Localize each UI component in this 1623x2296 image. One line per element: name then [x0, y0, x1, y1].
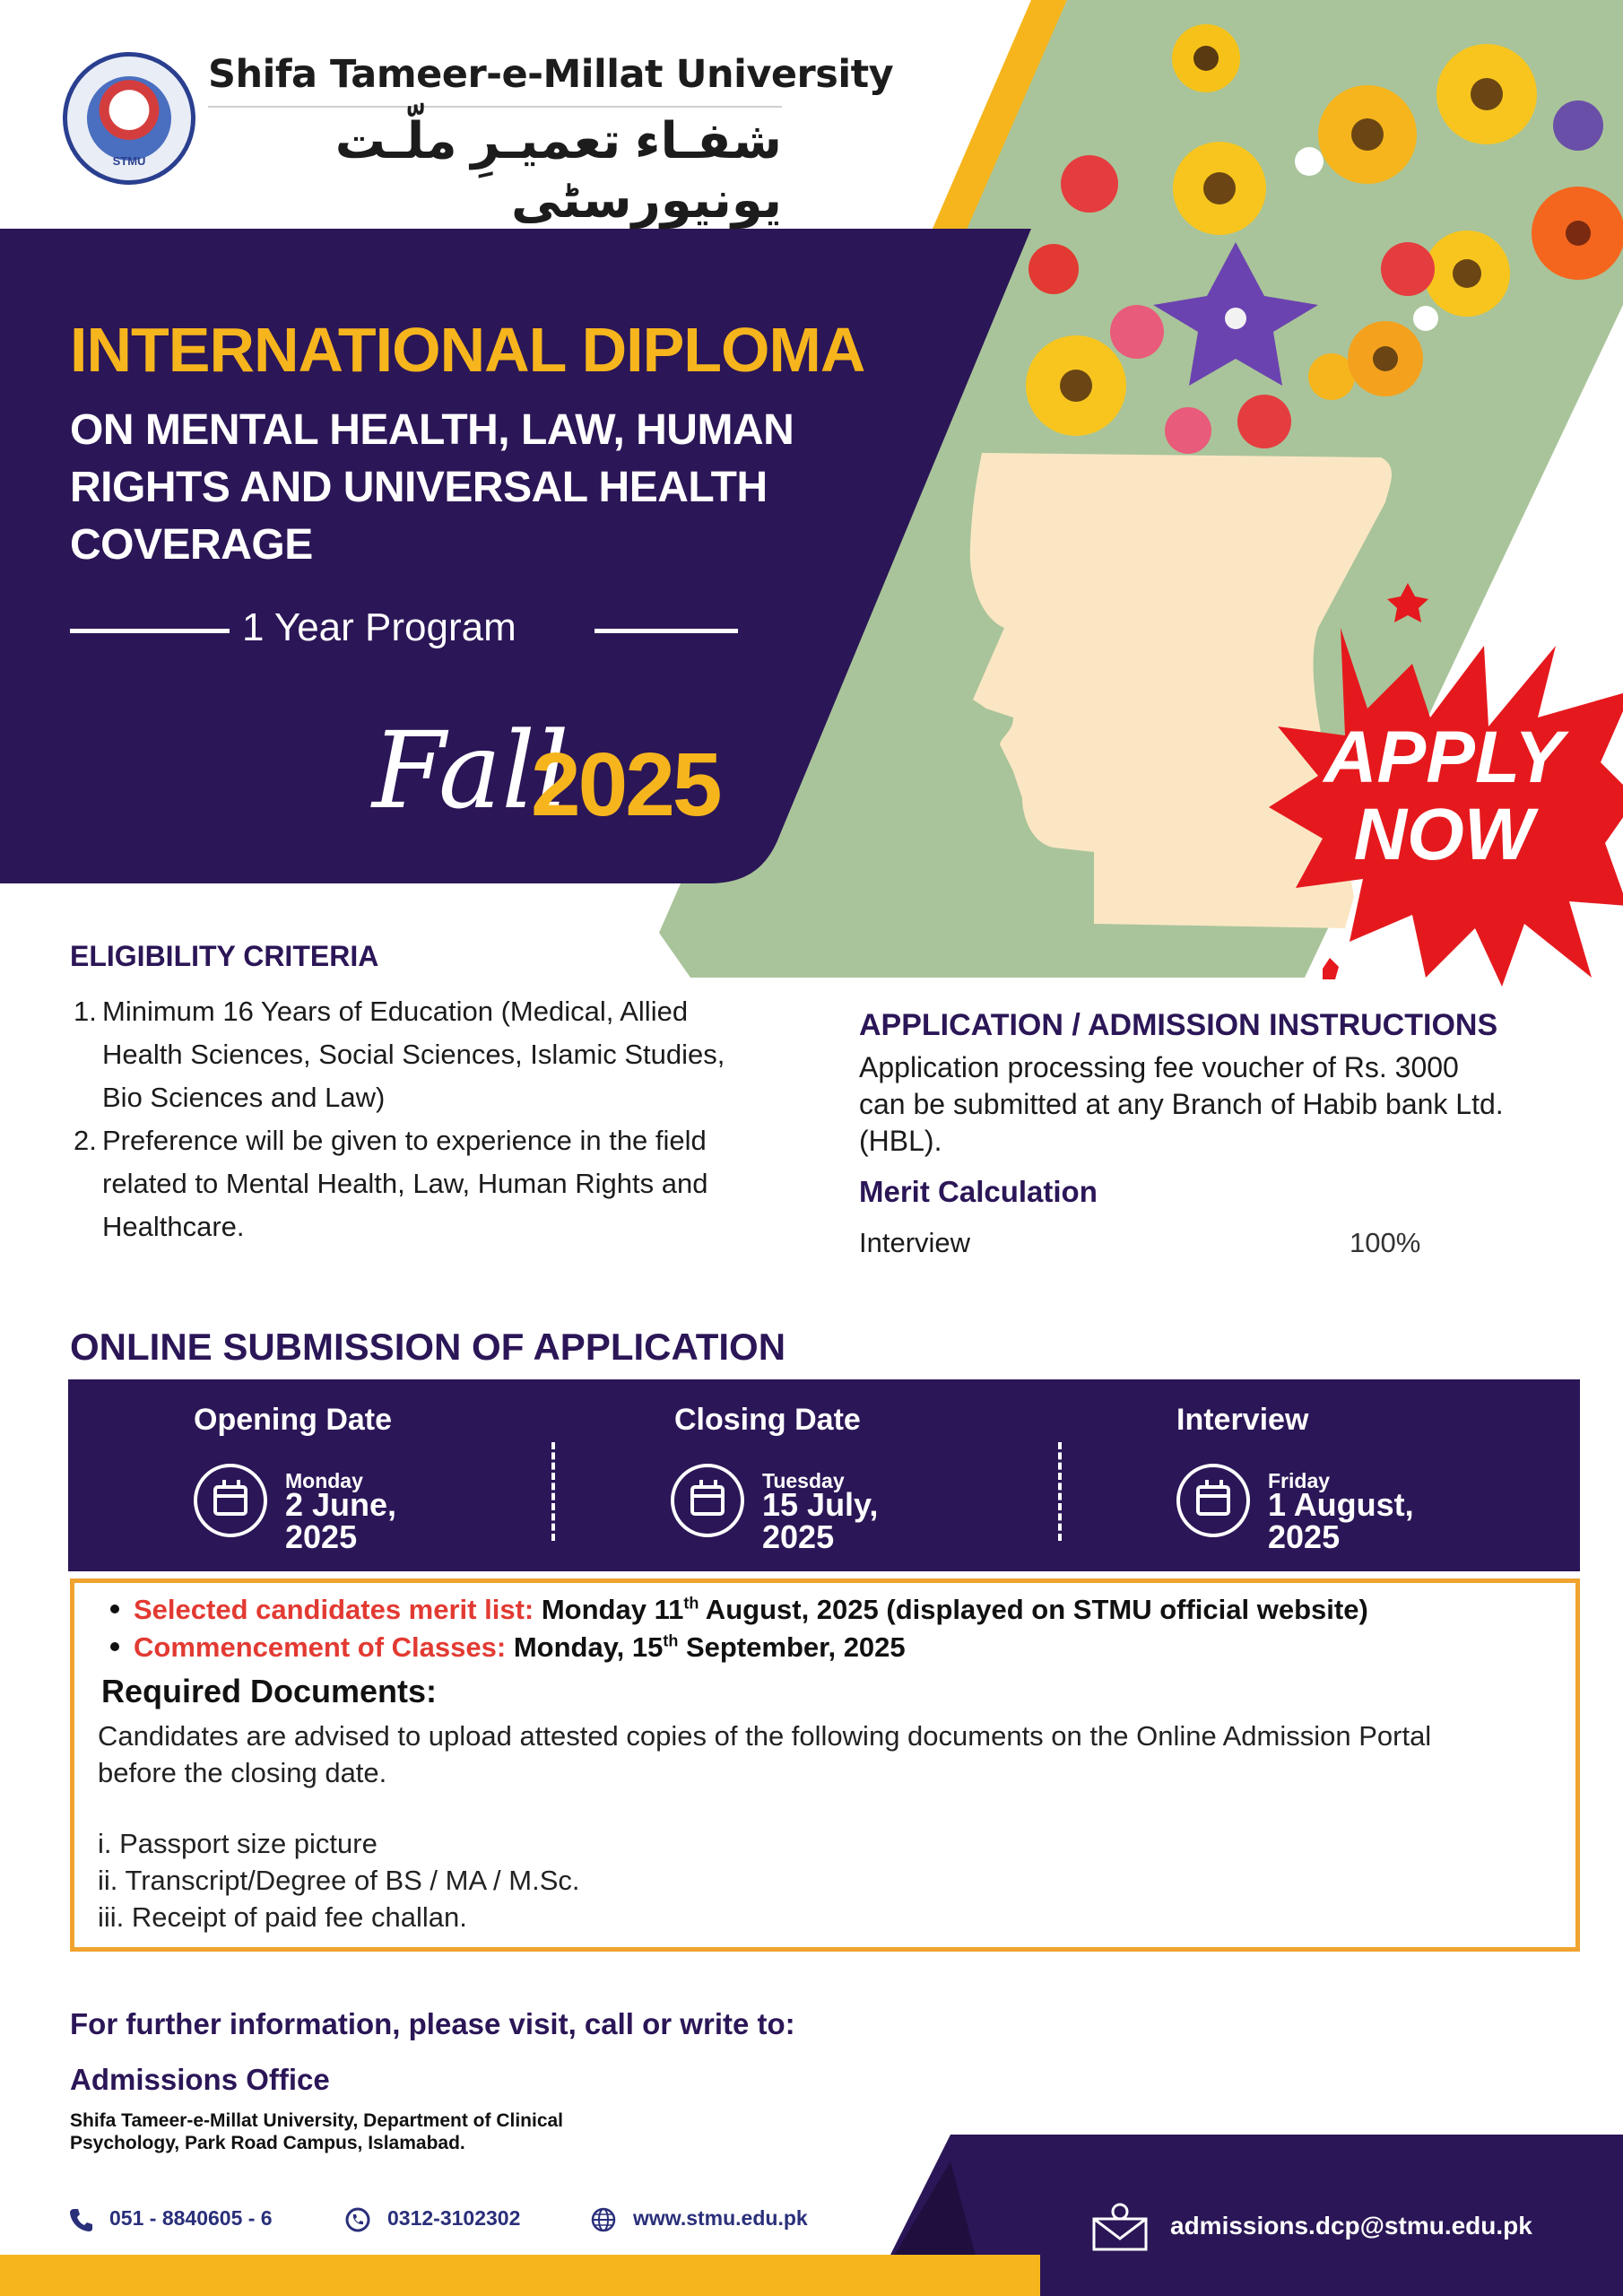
season-year: 2025: [531, 735, 720, 835]
merit-title: Merit Calculation: [859, 1175, 1098, 1208]
footer-gold-strip: [0, 2255, 1040, 2296]
whatsapp-icon: [344, 2206, 371, 2233]
logo-text: STMU: [112, 154, 146, 168]
date-value: 15 July, 2025: [762, 1486, 879, 1555]
document-item: i. Passport size picture: [98, 1828, 378, 1859]
date-day: Friday: [1268, 1469, 1331, 1492]
eligibility-list: [70, 990, 751, 1248]
program-line-right: [595, 629, 738, 633]
admissions-address: Shifa Tameer-e-Millat University, Department of Clinical Psychology, Park Road Campus, Islamabad.: [70, 2110, 564, 2153]
calendar-icon: [194, 1464, 267, 1537]
now-text: NOW: [1353, 794, 1534, 875]
classes-notice: Commencement of Classes: Monday, 15th September, 2025: [110, 1631, 906, 1664]
required-documents-title: Required Documents:: [101, 1673, 438, 1709]
university-name-ur: شفـاء تعمیـرِ ملّـت یونیورسٹی: [334, 112, 782, 228]
apply-text: APPLY: [1324, 717, 1564, 798]
merit-value: 100%: [1350, 1227, 1421, 1258]
calendar-icon: [1176, 1464, 1250, 1537]
date-day: Monday: [285, 1469, 363, 1492]
dates-panel: [68, 1379, 1580, 1571]
diploma-subtitle: ON MENTAL HEALTH, LAW, HUMAN RIGHTS AND UNIVERSAL HEALTH COVERAGE: [70, 406, 794, 569]
required-documents-text: Candidates are advised to upload attested copies of the following documents on the Online Admission Portal before the closing date.: [98, 1720, 1432, 1788]
application-text: Application processing fee voucher of Rs. 3000 can be submitted at any Branch of Habib bank Ltd. (HBL).: [859, 1051, 1504, 1157]
date-day: Tuesday: [762, 1469, 845, 1492]
date-value: 1 August, 2025: [1268, 1486, 1414, 1555]
program-length: 1 Year Program: [242, 605, 516, 649]
university-name-en: Shifa Tameer-e-Millat University: [208, 52, 894, 97]
whatsapp-number[interactable]: 0312-3102302: [387, 2206, 521, 2230]
date-heading: Opening Date: [194, 1403, 393, 1437]
email-address[interactable]: admissions.dcp@stmu.edu.pk: [1170, 2212, 1532, 2239]
date-heading: Closing Date: [674, 1403, 861, 1437]
date-heading: Interview: [1176, 1403, 1309, 1437]
eligibility-item-text: Preference will be given to experience in the field related to Mental Health, Law, Human Rights and Healthcare.: [102, 1125, 708, 1242]
program-line-left: [70, 629, 230, 633]
globe-icon: [590, 2206, 617, 2233]
opening-date: [68, 1379, 552, 1571]
list-item: 1. Minimum 16 Years of Education (Medical, Allied Health Sciences, Social Sciences, Islamic Studies, Bio Sciences and Law): [74, 996, 725, 1113]
eligibility-item-text: Minimum 16 Years of Education (Medical, Allied Health Sciences, Social Sciences, Islamic Studies, Bio Sciences and Law): [102, 996, 725, 1113]
phone-icon: [68, 2206, 95, 2233]
further-info-heading: For further information, please visit, call or write to:: [70, 2007, 795, 2040]
closing-date: [552, 1379, 1060, 1571]
list-item: 2. Preference will be given to experience in the field related to Mental Health, Law, Human Rights and Healthcare.: [74, 1125, 708, 1242]
date-value: 2 June, 2025: [285, 1486, 397, 1555]
document-item: ii. Transcript/Degree of BS / MA / M.Sc.: [98, 1865, 580, 1896]
eligibility-title: ELIGIBILITY CRITERIA: [70, 940, 379, 972]
admissions-office-title: Admissions Office: [70, 2063, 330, 2096]
header-divider: [208, 106, 782, 108]
season-label: Fall: [372, 709, 569, 832]
calendar-icon: [671, 1464, 744, 1537]
email-icon: [1092, 2203, 1148, 2251]
application-title: APPLICATION / ADMISSION INSTRUCTIONS: [859, 1008, 1498, 1042]
document-item: iii. Receipt of paid fee challan.: [98, 1901, 467, 1933]
merit-label: Interview: [859, 1227, 971, 1258]
notices-box: [70, 1578, 1580, 1952]
apply-now-badge[interactable]: [1260, 583, 1623, 987]
website-link[interactable]: www.stmu.edu.pk: [633, 2206, 808, 2230]
interview-date: [1060, 1379, 1580, 1571]
university-logo: [63, 52, 195, 185]
diploma-title: INTERNATIONAL DIPLOMA: [70, 315, 865, 385]
merit-list-notice: Selected candidates merit list: Monday 11th August, 2025 (displayed on STMU official website): [110, 1594, 1368, 1626]
online-submission-title: ONLINE SUBMISSION OF APPLICATION: [70, 1326, 786, 1368]
phone-number[interactable]: 051 - 8840605 - 6: [109, 2206, 273, 2230]
